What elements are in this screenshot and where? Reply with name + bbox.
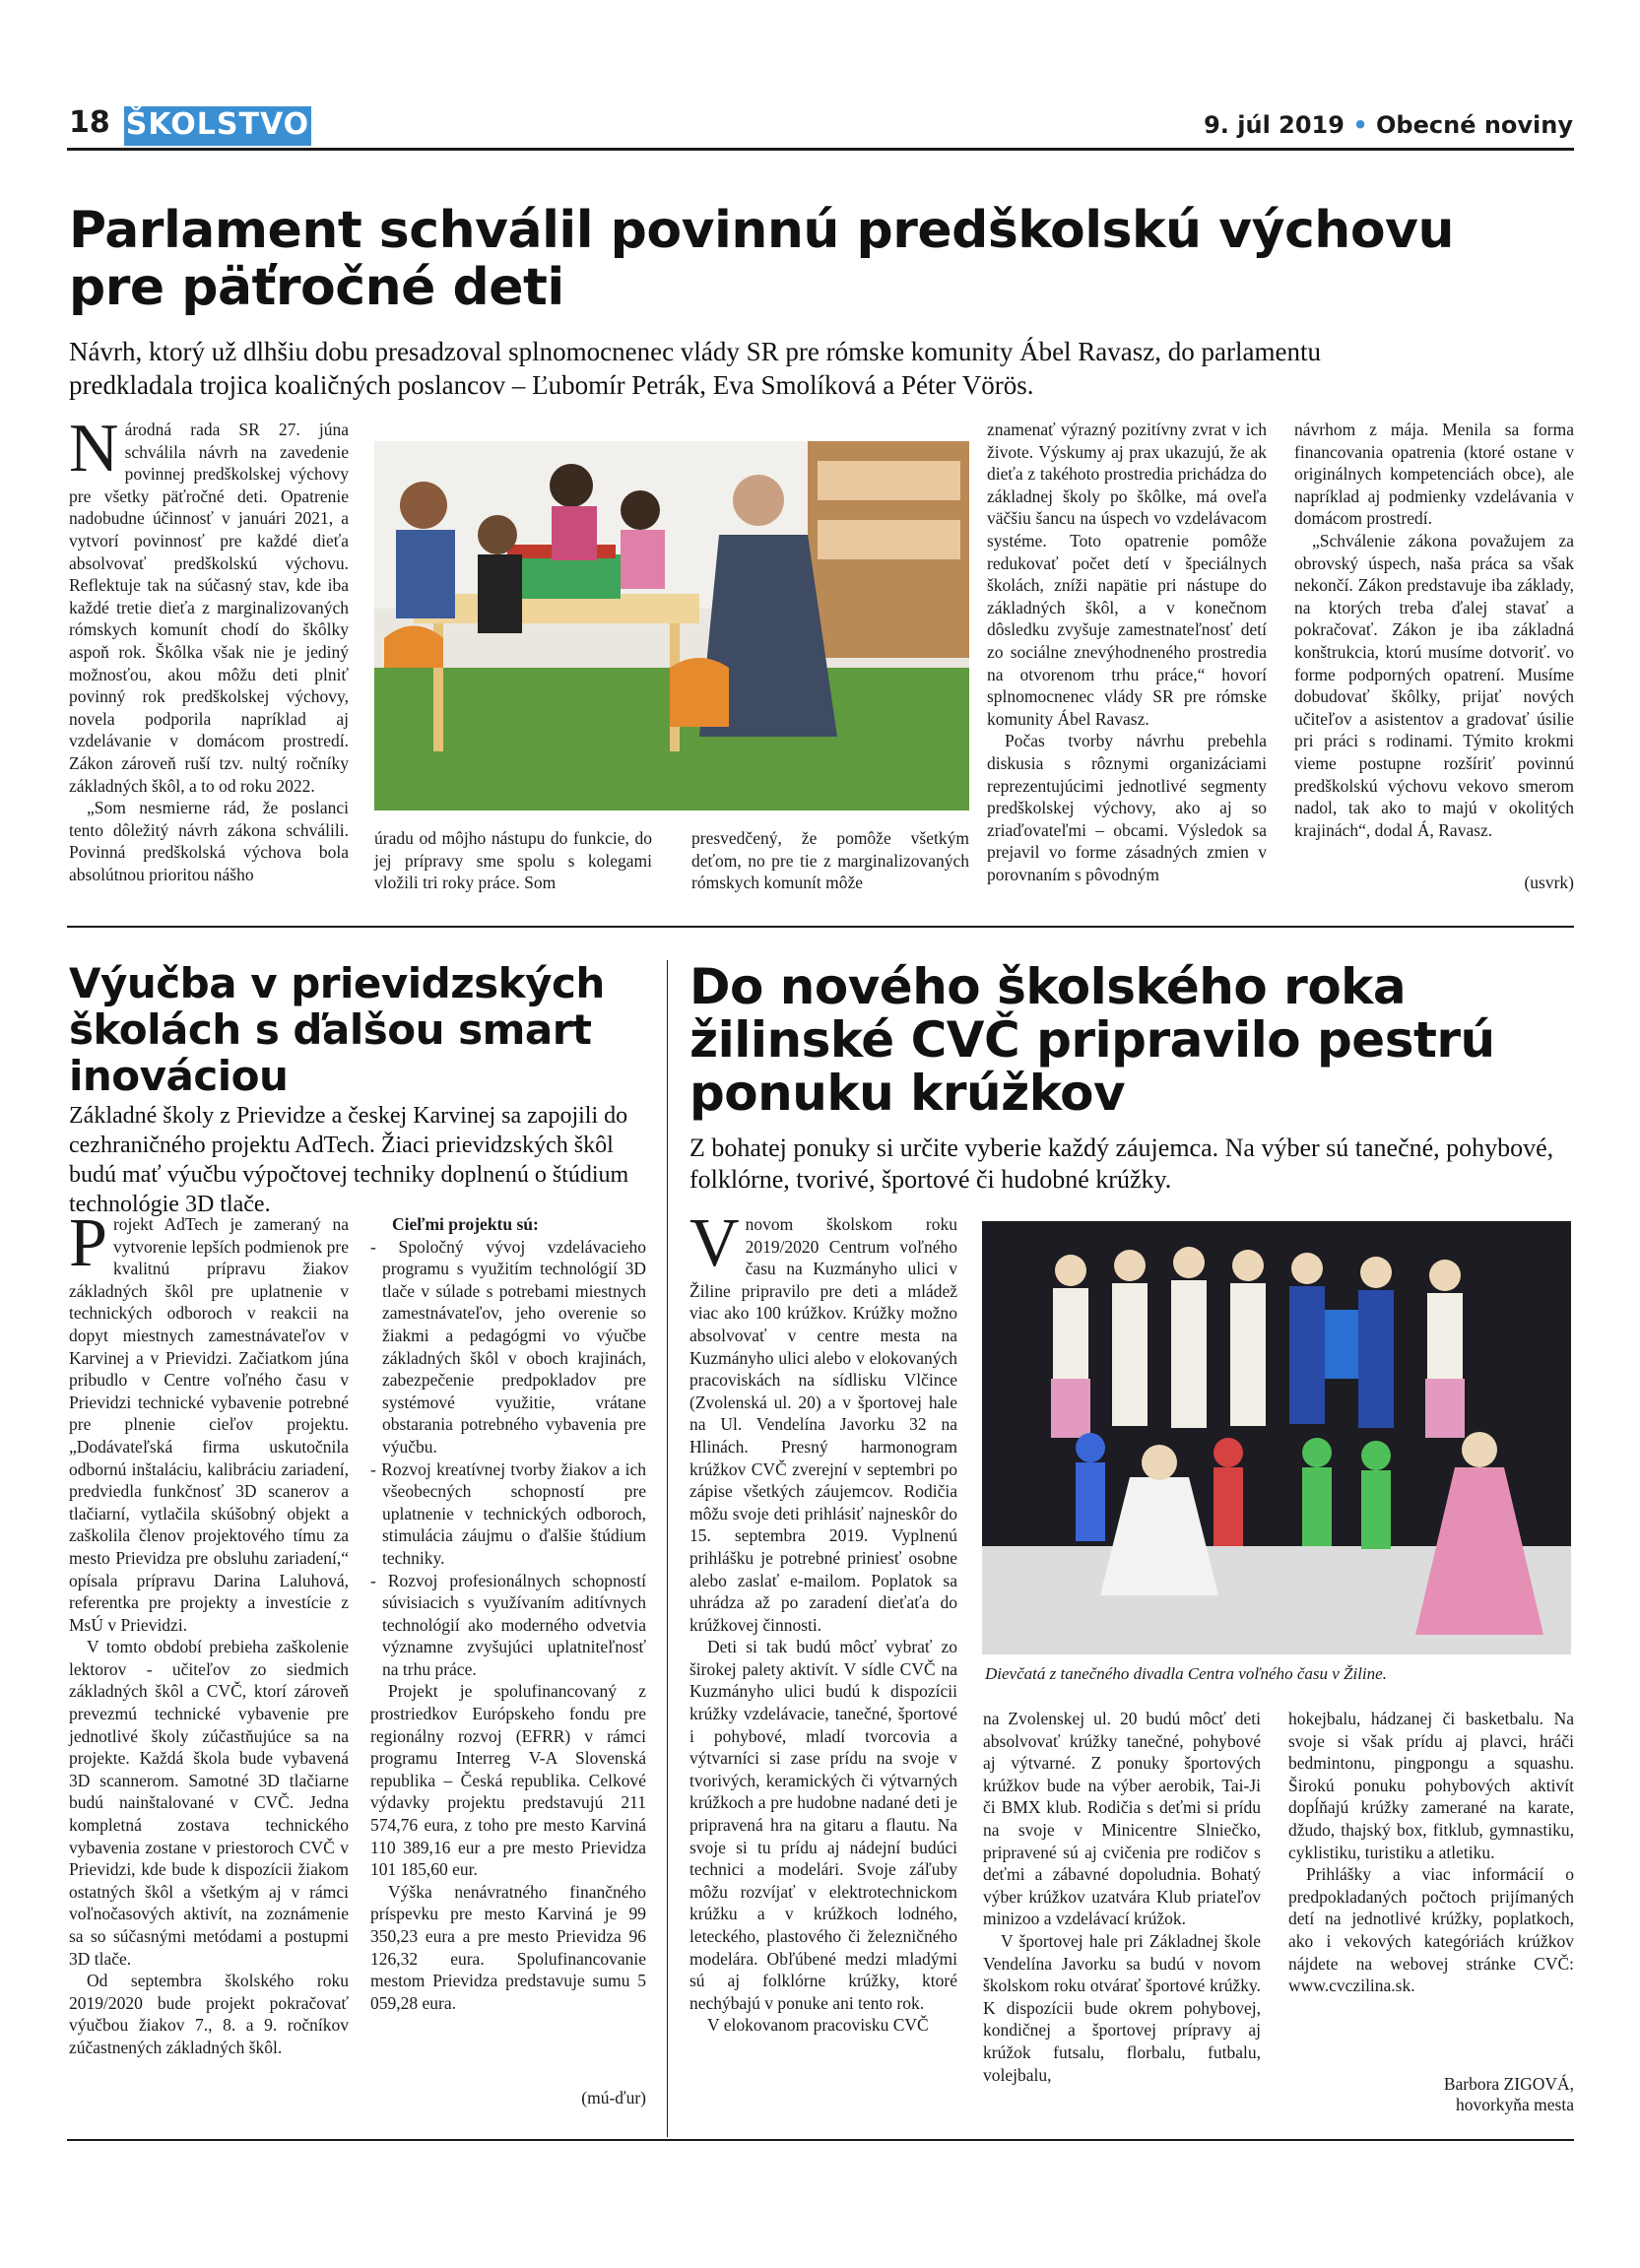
article1-bottom-rule (67, 926, 1574, 928)
paper-name: Obecné noviny (1376, 111, 1573, 139)
dancers-caption: Dievčatá z tanečného divadla Centra voľného času v Žiline. (985, 1664, 1387, 1683)
article1-col5: návrhom z mája. Menila sa forma financovania opatrenia (ktoré ostane v originálnych kompetenciách obce), ale napríklad aj podmienky vzdelávania v domácom prostredí. „Schválenie zákona považujem za obrovský úspech, naša práca sa však nekončí. Zákon predstavuje iba základy, na ktorých treba ďalej stavať a pokračovať. Zákon je iba základná konštrukcia, ktorú musíme dotvoriť. vo forme podporných opatrení. Musíme dobudovať škôlky, prijať nových učiteľov a asistentov a gradovať úsilie pri práci s rodinami. Týmito krokmi vieme postupne rozšíriť povinnú predškolskú výchovu vekovo smerom nadol, tak ako to majú v okolitých krajinách“, dodal Á, Ravasz. (1294, 420, 1574, 840)
separator-dot: • (1352, 111, 1368, 139)
page-number: 18 (69, 105, 110, 140)
article1-title: Parlament schválil povinnú predškolskú výchovu pre päťročné deti (69, 201, 1454, 317)
article1-col3: presvedčený, že pomôže všetkým deťom, no pre tie z marginalizovaných rómskych komunít môže (691, 828, 969, 893)
article3-signature: Barbora ZIGOVÁ, hovorkyňa mesta (1443, 2074, 1574, 2114)
drop-cap: P (69, 1205, 107, 1281)
goal-item: - Rozvoj kreatívnej tvorby žiakov a ich všeobecných schopností pre uplatnenie v technických odboroch, stimulácia záujmu o ďalšie štúdium techniky. (370, 1458, 646, 1568)
article3-col2: na Zvolenskej ul. 20 budú môcť deti absolvovať krúžky tanečné, pohybové aj výtvarné. Z ponuky športových krúžkov bude na výber aerobik, Tai-Ji či BMX klub. Rodičia s deťmi si prídu na svoje v Minicentre Slniečko, pripravené sú aj cvičenia pre rodičov s deťmi a zábavné dopoludnia. Bohatý výber krúžkov uzatvára Klub priateľov minizoo a vzdelávací krúžok. V športovej hale pri Základnej škole Vendelína Javorku sa budú v novom školskom roku otvárať športové krúžky. K dispozícii bude okrem pohybovej, kondičnej a športovej prípravy aj krúžok futsalu, florbalu, futbalu, volejbalu, (983, 1709, 1261, 2085)
article3-col3: hokejbalu, hádzanej či basketbalu. Na svoje si však prídu aj plavci, hráči bedmintonu, pingpongu a squashu. Širokú ponuku pohybových aktivít dopĺňajú krúžky zamerané na karate, džudo, thajský box, fitklub, gymnastiku, cyklistiku, turistiku a atletiku. Prihlášky a viac informácií o predpokladaných počtoch prijímaných detí na jednotlivé krúžky, poplatkoch, ako i vekových kategóriách krúžkov nájdete na webovej stránke CVČ: www.cvczilina.sk. (1288, 1709, 1574, 1996)
article1-lead: Návrh, ktorý už dlhšiu dobu presadzoval splnomocnenec vlády SR pre rómske komunity Ábel Ravasz, do parlamentu predkladala trojica koaličných poslancov – Ľubomír Petrák, Eva Smolíková a Péter Vörös. (69, 337, 1321, 400)
article3-col1: Vnovom školskom roku 2019/2020 Centrum voľného času na Kuzmányho ulici v Žiline pripravilo pre deti a mládež viac ako 100 krúžkov. Krúžky možno absolvovať v centre mesta na Kuzmányho ulici alebo v elokovaných pracoviskách na sídlisku Vlčince (Zvolenská ul. 20) a v športovej hale na Ul. Vendelína Javorku 32 na Hlinách. Presný harmonogram krúžkov CVČ zverejní v septembri po zápise všetkých záujemcov. Rodičia môžu svoje deti prihlásiť najneskôr do 15. septembra 2019. Vyplnenú prihlášku je potrebné priniesť osobne alebo zaslať e-mailom. Poplatok sa uhrádza až po zaradení dieťaťa do krúžkovej činnosti. Deti si tak budú môcť vybrať zo širokej palety aktivít. V sídle CVČ na Kuzmányho ulici budú k dispozícii krúžky vzdelávacie, tanečné, športové i pohybové, mladí tvorcovia a výtvarníci si zase prídu na svoje v tvorivých, keramických či výtvarných krúžkoch a pre hudobne nadané deti je pripravená hra na gitaru a flautu. Na svoje si tu prídu aj nádejní budúci technici a modelári. Svoje záľuby môžu rozvíjať v elektrotechnickom krúžku a v krúžkoch lodného, leteckého, plastového či železničného modelára. Obľúbené medzi mladými sú aj folklórne krúžky, ktoré nechýbajú v ponuke ani tento rok. V elokovanom pracovisku CVČ (689, 1205, 957, 2036)
issue-info (1204, 110, 1573, 140)
header-rule (67, 148, 1574, 151)
drop-cap: V (689, 1205, 740, 1281)
article1-col1: Národná rada SR 27. júna schválila návrh na zavedenie povinnej predškolskej výchovy pre všetky päťročné deti. Opatrenie nadobudne účinnosť v januári 2021, a vytvorí povinnosť pre každé dieťa absolvovať predškolskú výchovu. Reflektuje tak na súčasný stav, kde iba každé tretie dieťa z marginalizovaných rómskych komunít chodí do škôlky aspoň rok. Škôlka však nie je jediný možnosťou, akou môžu deti plniť povinný rok predškolskej výchovy, novela podporila napríklad aj vzdelávanie v domácom prostredí. Zákon zároveň ruší tzv. nultý ročníky základných škôl, a to od roku 2022. „Som nesmierne rád, že poslanci tento dôležitý návrh zákona schválili. Povinná predškolská výchova bola absolútnou prioritou nášho (69, 411, 349, 884)
article2-title: Výučba v prievidzských školách s ďalšou smart inováciou (69, 959, 605, 1100)
article2-signature: (mú-ďur) (581, 2088, 646, 2107)
article2-col1: Projekt AdTech je zameraný na vytvorenie lepších podmienok pre kvalitnú prípravu žiakov základných škôl pre uplatnenie v technických odboroch v reakcii na dopyt miestnych zamestnávateľov v Karvinej a v Prievidzi. Začiatkom júna pribudlo v Centre voľného času v Prievidzi technické vybavenie potrebné pre plnenie cieľov projektu. „Dodávateľská firma uskutočnila odbornú inštaláciu, kalibráciu zariadení, predviedla funkčnosť 3D scanerov a tlačiarní, vytlačila skúšobný objekt a zaškolila členov projektového tímu za mesto Prievidza pre obsluhu zariadení,“ opísala prípravu Darina Laluhová, referentka pre projekty a investície z MsÚ v Prievidzi. V tomto období prebieha zaškolenie lektorov - učiteľov zo siedmich základných škôl a CVČ, ktorí zároveň prevezmú technické vybavenie pre jednotlivé školy zúčastňujúce sa na projekte. Každá škola bude vybavená 3D scannerom. Samotné 3D tlačiarne budú nainštalované v CVČ. Jedna kompletná zostava technického vybavenia zostane v priestoroch CVČ v Prievidzi, kde bude k dispozícii žiakom ostatných škôl a všetkým aj v rámci voľnočasových aktivít, na zoznámenie sa so súčasnými metódami a postupmi 3D tlače. Od septembra školského roku 2019/2020 bude projekt pokračovať výučbou žiakov 7., 8. a 9. ročníkov zúčastnených základných škôl. (69, 1205, 349, 2057)
dancers-illustration (982, 1221, 1571, 1654)
article2-col2: Cieľmi projektu sú: - Spoločný vývoj vzdelávacieho programu s využitím technológií 3D tlače v súlade s potrebami miestnych zamestnávateľov, jeho overenie so žiakmi a pedagógmi vo výučbe základných škôl v oboch krajinách, zabezpečenie predpokladov pre systémové využitie, vrátane obstarania potrebného vybavenia pre výučbu. - Rozvoj kreatívnej tvorby žiakov a ich všeobecných schopností pre uplatnenie v technických odboroch, stimulácia záujmu o ďalšie štúdium techniky. - Rozvoj profesionálnych schopností súvisiacich s využívaním aditívnych technológií ako moderného odvetvia významne zvyšujúci uplatniteľnosť na trhu práce. Projekt je spolufinancovaný z prostriedkov Európskeho fondu pre regionálny rozvoj (EFRR) v rámci programu Interreg V-A Slovenská republika – Česká republika. Celkové výdavky projektu predstavujú 211 574,76 eura, z toho pre mesto Karviná 110 389,16 eur a pre mesto Prievidza 101 185,60 eur. Výška nenávratného finančného príspevku pre mesto Karviná je 99 350,23 eura a pre mesto Prievidza 96 126,32 eura. Spolufinancovanie mestom Prievidza predstavuje sumu 5 059,28 eura. (370, 1214, 646, 2013)
goals-heading: Cieľmi projektu sú: (392, 1214, 539, 1234)
article3-title: Do nového školského roka žilinské CVČ pripravilo pestrú ponuku krúžkov (689, 958, 1495, 1122)
article2-lead: Základné školy z Prievidze a českej Karvinej sa zapojili do cezhraničného projektu AdTech. Žiaci prievidzských škôl budú mať výučbu výpočtovej techniky doplnenú o štúdium technológie 3D tlače. (69, 1103, 629, 1217)
column-divider (667, 960, 668, 2137)
goal-item: - Spoločný vývoj vzdelávacieho programu s využitím technológií 3D tlače v súlade s potrebami miestnych zamestnávateľov, jeho overenie so žiakmi a pedagógmi vo výučbe základných škôl v oboch krajinách, zabezpečenie predpokladov pre systémové využitie, vrátane obstarania potrebného vybavenia pre výučbu. (370, 1236, 646, 1457)
article1-col2: úradu od môjho nástupu do funkcie, do jej prípravy sme spolu s kolegami vložili tri roky práce. Som (374, 828, 652, 893)
dancers-photo (982, 1221, 1571, 1654)
article1-col4: znamenať výrazný pozitívny zvrat v ich živote. Výskumy aj prax ukazujú, že ak dieťa z takéhoto prostredia prichádza do základnej školy po škôlke, má oveľa väčšiu šancu na úspech vo vzdelávacom systéme. Toto opatrenie pomôže redukovať počet detí v špeciálnych školách, zníži napätie pri nástupe do základných škôl, a v konečnom dôsledku zvyšuje zamestnateľnosť detí zo sociálne znevýhodneného prostredia na otvorenom trhu práce,“ hovorí splnomocnenec vlády SR pre rómske komunity Ábel Ravasz. Počas tvorby návrhu prebehla diskusia s rôznymi organizáciami reprezentujúcimi jednotlivé segmenty predškolskej výchovy, ako aj so zriaďovateľmi – obcami. Výsledok sa prejavil vo forme zásadných zmien v porovnaním s pôvodným (987, 420, 1267, 884)
issue-date: 9. júl 2019 (1204, 111, 1345, 139)
article1-signature: (usvrk) (1524, 873, 1574, 892)
drop-cap: N (69, 411, 119, 486)
classroom-photo (374, 441, 969, 810)
classroom-illustration (374, 441, 969, 810)
page-bottom-rule (67, 2139, 1574, 2141)
goal-item: - Rozvoj profesionálnych schopností súvisiacich s využívaním aditívnych technológií ako moderného odvetvia významne zvyšujúci uplatniteľnosť na trhu práce. (370, 1570, 646, 1679)
article3-lead: Z bohatej ponuky si určite vyberie každý záujemca. Na výber sú tanečné, pohybové, folklórne, tvorivé, športové či hudobné krúžky. (689, 1134, 1554, 1194)
section-label: ŠKOLSTVO (124, 106, 311, 146)
